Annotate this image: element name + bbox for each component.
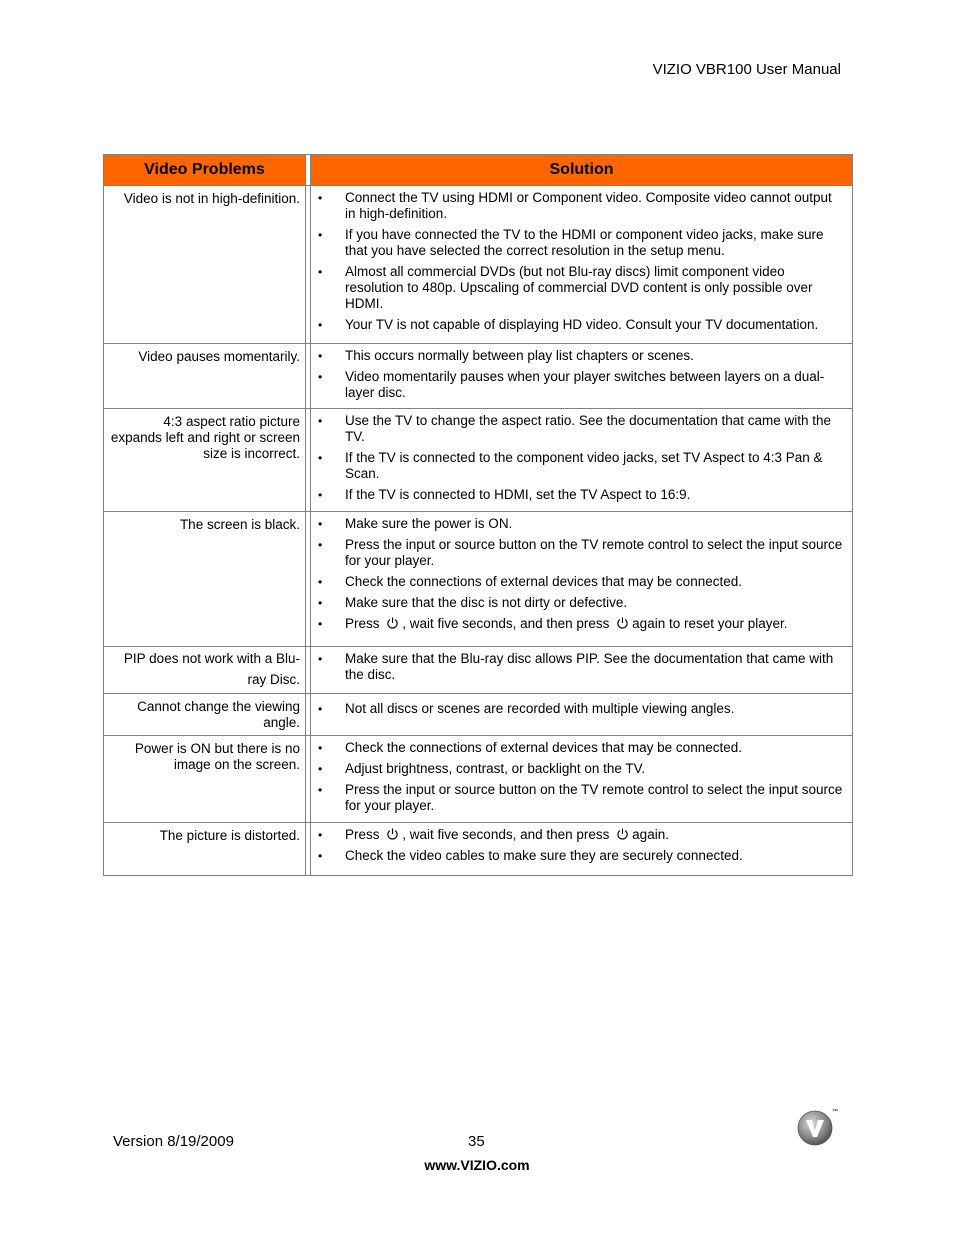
solution-cell xyxy=(311,186,852,344)
table-header-row xyxy=(104,155,852,186)
solution-item: • Your TV is not capable of displaying HD video. Consult your TV documentation. xyxy=(311,317,844,333)
solution-item: • Use the TV to change the aspect ratio. See the documentation that came with the TV. xyxy=(311,413,844,445)
solution-item: • This occurs normally between play list chapters or scenes. xyxy=(311,348,844,364)
power-icon xyxy=(386,827,399,841)
table-row xyxy=(104,736,852,823)
table-row xyxy=(104,409,852,512)
manual-title: VIZIO VBR100 User Manual xyxy=(652,61,841,78)
problem-cell: PIP does not work with a Blu-ray Disc. xyxy=(104,647,305,694)
solution-cell xyxy=(311,344,852,409)
solution-item: • Check the connections of external devices that may be connected. xyxy=(311,740,844,756)
solution-item: • Make sure that the disc is not dirty or defective. xyxy=(311,595,844,611)
problem-cell: The picture is distorted. xyxy=(159,828,300,843)
table-row xyxy=(104,647,852,694)
solution-item: • Make sure the power is ON. xyxy=(311,516,844,532)
table-row xyxy=(104,694,852,736)
solution-item: • Not all discs or scenes are recorded with multiple viewing angles. xyxy=(311,701,844,717)
problem-cell: The screen is black. xyxy=(104,512,305,647)
solution-cell xyxy=(311,647,852,694)
solution-cell xyxy=(311,694,852,736)
solution-item: • Make sure that the Blu-ray disc allows PIP. See the documentation that came with the disc. xyxy=(311,651,844,683)
solution-cell xyxy=(311,736,852,823)
solution-item: • If you have connected the TV to the HDMI or component video jacks, make sure that you have selected the correct resolution in the setup menu. xyxy=(311,227,844,259)
column-header-problem: Video Problems xyxy=(104,155,305,186)
problem-cell: Power is ON but there is no image on the screen. xyxy=(104,736,305,823)
table-row xyxy=(104,512,852,647)
solution-item: • Adjust brightness, contrast, or backlight on the TV. xyxy=(311,761,844,777)
table-row xyxy=(104,344,852,409)
solution-cell xyxy=(311,823,852,875)
power-icon xyxy=(616,616,629,630)
column-header-solution: Solution xyxy=(311,155,852,186)
problem-cell: 4:3 aspect ratio picture expands left and right or screen size is incorrect. xyxy=(104,409,305,512)
page-number: 35 xyxy=(468,1133,485,1150)
video-problems-table xyxy=(103,154,853,876)
power-icon xyxy=(616,827,629,841)
table-row xyxy=(104,186,852,344)
table-row xyxy=(104,823,852,875)
solution-item: • Video momentarily pauses when your player switches between layers on a dual-layer disc. xyxy=(311,369,844,401)
problem-cell: Cannot change the viewing angle. xyxy=(104,694,305,736)
solution-item: • Press the input or source button on the TV remote control to select the input source for your player. xyxy=(311,782,844,814)
solution-item: • Almost all commercial DVDs (but not Blu-ray discs) limit component video resolution to 480p. Upscaling of commercial DVD content is only possible over HDMI. xyxy=(311,264,844,312)
solution-item: • If the TV is connected to HDMI, set the TV Aspect to 16:9. xyxy=(311,487,844,503)
version-text: Version 8/19/2009 xyxy=(113,1133,234,1150)
problem-cell: Video pauses momentarily. xyxy=(104,344,305,409)
power-icon xyxy=(386,616,399,630)
solution-item: • Connect the TV using HDMI or Component video. Composite video cannot output in high-definition. xyxy=(311,190,844,222)
problem-cell: Video is not in high-definition. xyxy=(104,186,305,344)
solution-cell xyxy=(311,409,852,512)
solution-item: • Check the video cables to make sure they are securely connected. xyxy=(311,848,844,864)
solution-item: • If the TV is connected to the component video jacks, set TV Aspect to 4:3 Pan & Scan. xyxy=(311,450,844,482)
solution-item: • Check the connections of external devices that may be connected. xyxy=(311,574,844,590)
solution-item-power-reset: • Press , wait five seconds, and then press again to reset your player. xyxy=(311,616,844,632)
vizio-v-logo-icon xyxy=(797,1110,833,1146)
website-url: www.VIZIO.com xyxy=(424,1157,530,1173)
solution-cell xyxy=(311,512,852,647)
solution-item-power-reset: • Press , wait five seconds, and then press again. xyxy=(311,827,844,843)
trademark-mark: ™ xyxy=(832,1109,838,1115)
solution-item: • Press the input or source button on the TV remote control to select the input source for your player. xyxy=(311,537,844,569)
